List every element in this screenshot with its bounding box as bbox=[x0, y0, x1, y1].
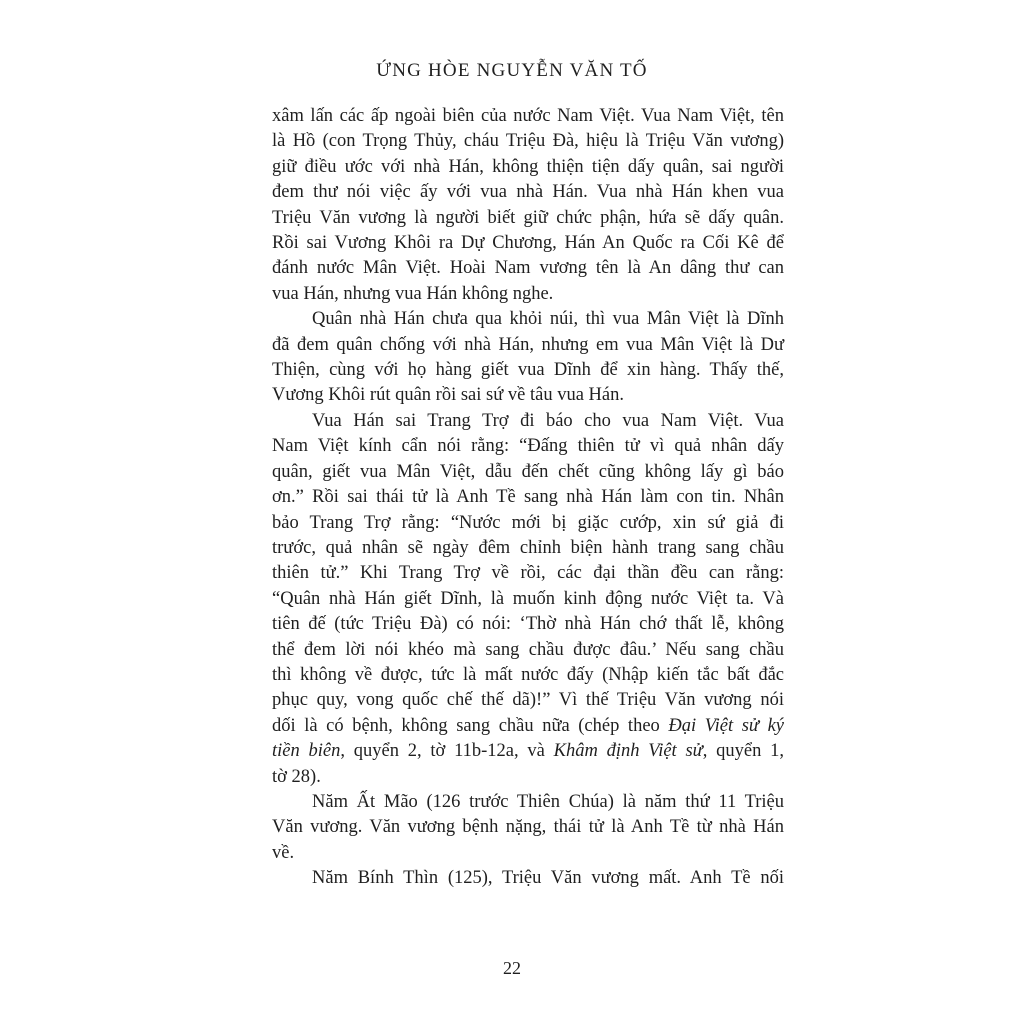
text-line: xâm lấn các ấp ngoài biên của nước Nam Việt. Vua Nam Việt, tên bbox=[272, 106, 784, 126]
text-line: giữ điều ước với nhà Hán, không thiện tiện dấy quân, sai người bbox=[272, 156, 784, 177]
text-line: thiên tử.” Khi Trang Trợ về rồi, các đại thần đều can rằng: bbox=[272, 563, 784, 584]
text-line: Vương Khôi rút quân rồi sai sứ về tâu vua Hán. bbox=[272, 385, 624, 406]
text-line: đánh nước Mân Việt. Hoài Nam vương tên là An dâng thư can bbox=[272, 258, 784, 279]
book-title-italic: tiền biên bbox=[272, 741, 341, 762]
text-line: “Quân nhà Hán giết Dĩnh, là muốn kinh động nước Việt ta. Và bbox=[272, 588, 784, 609]
book-title-italic: Đại Việt sử ký bbox=[668, 715, 785, 736]
text-line: ơn.” Rồi sai thái tử là Anh Tề sang nhà Hán làm con tin. Nhân bbox=[272, 487, 784, 508]
text-segment: dối là có bệnh, không sang chầu nữa (chép theo bbox=[272, 715, 669, 736]
text-line: quân, giết vua Mân Việt, dẫu đến chết cũng không lấy gì báo bbox=[272, 461, 784, 482]
text-line: Triệu Văn vương là người biết giữ chức phận, hứa sẽ dấy quân. bbox=[272, 207, 784, 228]
text-line: phục quy, vong quốc chế thế dã)!” Vì thế Triệu Văn vương nói bbox=[272, 690, 784, 711]
text-segment: , quyển 2, tờ 11b-12a, và bbox=[340, 741, 554, 762]
paragraph-start-line: Vua Hán sai Trang Trợ đi báo cho vua Nam Việt. Vua bbox=[312, 410, 784, 431]
text-line: thì không về được, tức là mất nước đấy (Nhập kiến tắc bất đắc bbox=[272, 664, 784, 685]
paragraph-start-line: Quân nhà Hán chưa qua khỏi núi, thì vua Mân Việt là Dĩnh bbox=[312, 309, 784, 330]
text-line: Nam Việt kính cẩn nói rằng: “Đấng thiên tử vì quả nhân dấy bbox=[272, 436, 784, 457]
running-head: ỨNG HÒE NGUYỄN VĂN TỐ bbox=[376, 60, 648, 81]
body-text bbox=[272, 104, 784, 892]
text-line bbox=[272, 739, 784, 764]
text-line: đã đem quân chống với nhà Hán, nhưng em vua Mân Việt là Dư bbox=[272, 334, 784, 355]
book-title-italic: Khâm định Việt sử bbox=[553, 741, 703, 762]
paragraph-start-line: Năm Ất Mão (126 trước Thiên Chúa) là năm thứ 11 Triệu bbox=[312, 791, 784, 812]
text-line: tờ 28). bbox=[272, 766, 321, 787]
text-line: vua Hán, nhưng vua Hán không nghe. bbox=[272, 283, 554, 304]
text-line bbox=[272, 714, 784, 739]
text-line: bảo Trang Trợ rằng: “Nước mới bị giặc cướp, xin sứ giả đi bbox=[272, 512, 784, 533]
text-line: trước, quả nhân sẽ ngày đêm chỉnh biện hành trang sang chầu bbox=[272, 537, 784, 558]
text-segment: , quyển 1, bbox=[702, 741, 784, 762]
text-line: tiên đế (tức Triệu Đà) có nói: ‘Thờ nhà Hán chớ thất lễ, không bbox=[272, 614, 784, 635]
text-line: về. bbox=[272, 842, 295, 863]
text-line: Rồi sai Vương Khôi ra Dự Chương, Hán An Quốc ra Cối Kê để bbox=[272, 233, 784, 254]
text-line: đem thư nói việc ấy với vua nhà Hán. Vua nhà Hán khen vua bbox=[272, 182, 784, 203]
text-line: là Hồ (con Trọng Thủy, cháu Triệu Đà, hiệu là Triệu Văn vương) bbox=[272, 131, 784, 152]
text-line: thể đem lời nói khéo mà sang chầu được đâu.’ Nếu sang chầu bbox=[272, 639, 784, 660]
paragraph-start-line: Năm Bính Thìn (125), Triệu Văn vương mất. Anh Tề nối bbox=[312, 868, 784, 889]
page-number: 22 bbox=[503, 958, 521, 978]
text-line: Văn vương. Văn vương bệnh nặng, thái tử là Anh Tề từ nhà Hán bbox=[272, 817, 784, 838]
text-line: Thiện, cùng với họ hàng giết vua Dĩnh để xin hàng. Thấy thế, bbox=[272, 360, 784, 381]
